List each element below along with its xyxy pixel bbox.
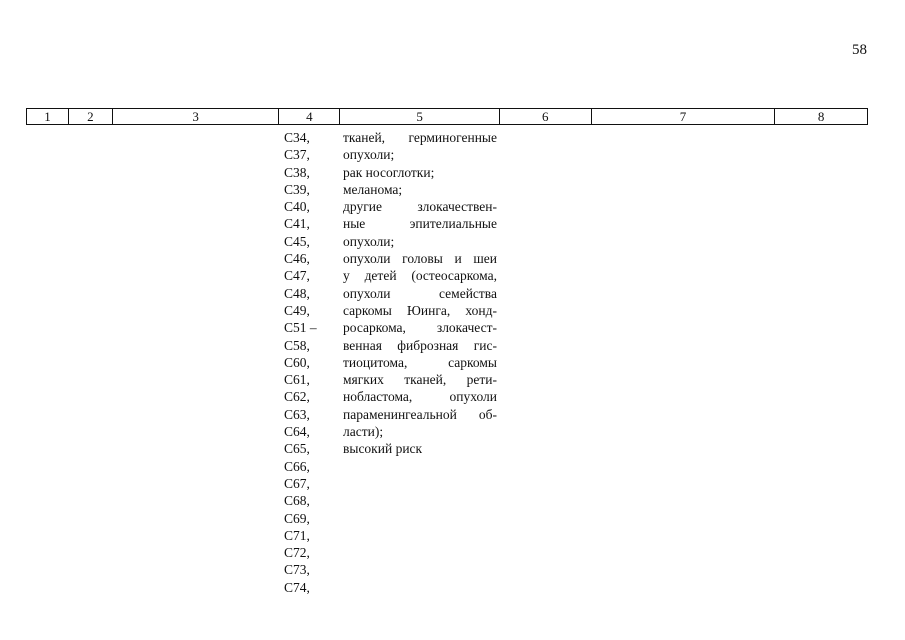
- icd-code: C73,: [284, 562, 310, 578]
- icd-code: C45,: [284, 233, 310, 249]
- header-cell-7: 7: [592, 109, 776, 124]
- diagnosis-description-column: [343, 129, 497, 458]
- description-line: росаркома, злокачест-: [343, 320, 497, 336]
- table-header-row: [26, 108, 868, 125]
- description-line: параменингеальной об-: [343, 406, 497, 422]
- description-line: меланома;: [343, 181, 403, 197]
- description-line: ные эпителиальные: [343, 216, 497, 232]
- icd-code: C63,: [284, 406, 310, 422]
- icd-code: C34,: [284, 130, 310, 145]
- description-line: опухоли;: [343, 147, 395, 163]
- icd-code: C41,: [284, 216, 310, 232]
- icd-code: C62,: [284, 389, 310, 405]
- header-cell-1: 1: [27, 109, 69, 124]
- icd-code: C67,: [284, 475, 310, 491]
- header-cell-6: 6: [500, 109, 592, 124]
- header-cell-8: 8: [817, 109, 825, 124]
- header-cell-5: 5: [340, 109, 500, 124]
- icd-code: C72,: [284, 545, 310, 561]
- description-line: нобластома, опухоли: [343, 389, 497, 405]
- description-line: другие злокачествен-: [343, 199, 497, 215]
- icd-code: C60,: [284, 354, 310, 370]
- description-line: опухоли головы и шеи: [343, 251, 497, 267]
- icd-code: C46,: [284, 251, 310, 267]
- icd-code: C49,: [284, 302, 310, 318]
- icd-code: C65,: [284, 441, 310, 457]
- icd-code: C40,: [284, 199, 310, 215]
- icd-code: C69,: [284, 510, 310, 526]
- description-line: венная фиброзная гис-: [343, 337, 497, 353]
- icd-code: C66,: [284, 458, 310, 474]
- description-line: тканей, герминогенные: [343, 130, 497, 145]
- header-cell-3: 3: [113, 109, 280, 124]
- icd-code: C68,: [284, 493, 310, 509]
- icd-code: C51 –: [284, 320, 317, 336]
- icd-code: C37,: [284, 147, 310, 163]
- description-line: мягких тканей, рети-: [343, 372, 497, 388]
- icd-code: C39,: [284, 181, 310, 197]
- description-line: саркомы Юинга, хонд-: [343, 302, 497, 318]
- icd-code: C64,: [284, 424, 310, 440]
- icd-code: C58,: [284, 337, 310, 353]
- page-number: 58: [852, 42, 867, 58]
- description-line: ласти);: [343, 424, 384, 440]
- icd-codes-column: [284, 129, 336, 596]
- icd-code: C38,: [284, 164, 310, 180]
- description-line: опухоли семейства: [343, 285, 497, 301]
- description-line: тиоцитома, саркомы: [343, 354, 497, 370]
- header-cell-2: 2: [69, 109, 113, 124]
- icd-code: C74,: [284, 579, 310, 595]
- description-line: опухоли;: [343, 233, 395, 249]
- icd-code: C47,: [284, 268, 310, 284]
- description-line: у детей (остеосаркома,: [343, 268, 497, 284]
- description-line: рак носоглотки;: [343, 164, 435, 180]
- icd-code: C71,: [284, 527, 310, 543]
- icd-code: C61,: [284, 372, 310, 388]
- description-line: высокий риск: [343, 441, 423, 457]
- icd-code: C48,: [284, 285, 310, 301]
- header-cell-4: 4: [279, 109, 340, 124]
